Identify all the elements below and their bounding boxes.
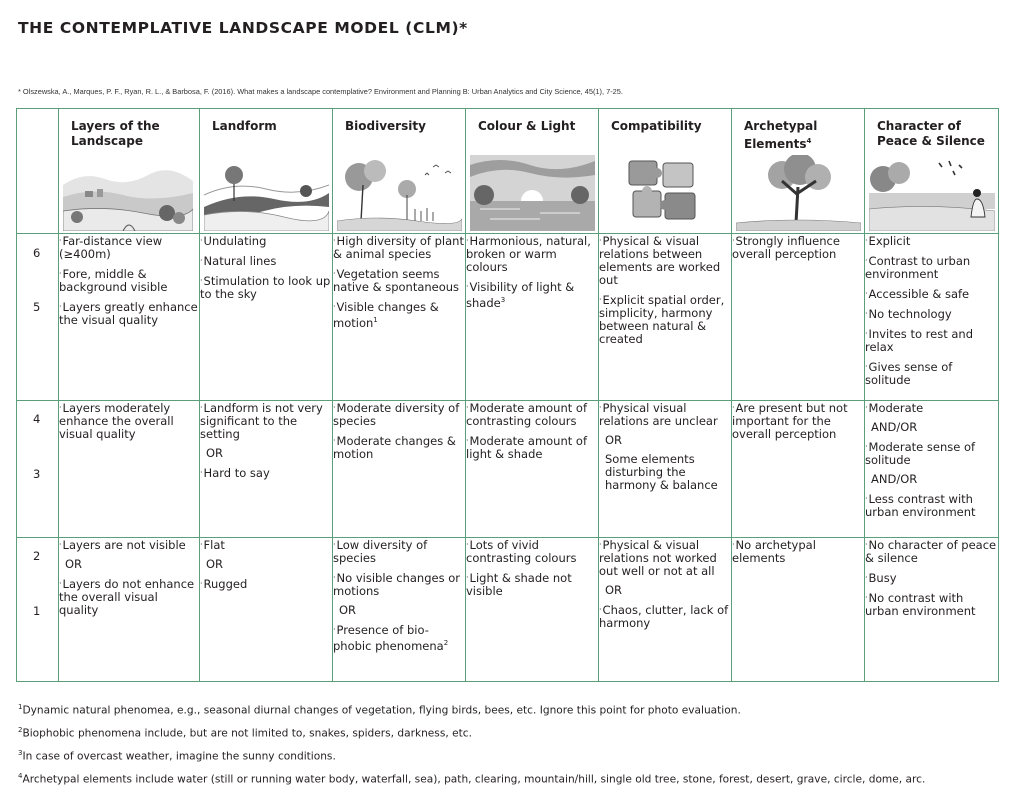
criterion: ·Moderate bbox=[865, 401, 924, 415]
cell-biodiversity-low bbox=[333, 538, 466, 682]
page-title: THE CONTEMPLATIVE LANDSCAPE MODEL (CLM)* bbox=[18, 19, 468, 37]
header-label: Biodiversity bbox=[345, 119, 426, 133]
criterion: ·Undulating bbox=[200, 234, 267, 248]
clm-table bbox=[16, 108, 999, 682]
score-cell bbox=[17, 234, 59, 401]
cell-colour-low bbox=[466, 538, 599, 682]
criterion: ·Moderate amount of light & shade bbox=[466, 434, 588, 461]
layered-landscape-illustration bbox=[63, 155, 193, 231]
cell-peace-moderate bbox=[865, 401, 999, 538]
header-landform bbox=[200, 109, 333, 234]
footnote: $^3$In case of overcast weather, imagine the sunny conditions. bbox=[18, 749, 336, 763]
criterion: ·Chaos, clutter, lack of harmony bbox=[599, 603, 729, 630]
cell-landform-moderate bbox=[200, 401, 333, 538]
connector: OR bbox=[206, 557, 224, 571]
criterion: ·Busy bbox=[865, 571, 897, 585]
header-layers bbox=[59, 109, 200, 234]
criterion: ·Hard to say bbox=[200, 466, 270, 480]
criterion: ·Moderate amount of contrasting colours bbox=[466, 401, 588, 428]
criterion: ·Invites to rest and relax bbox=[865, 327, 974, 354]
cell-colour-moderate bbox=[466, 401, 599, 538]
header-biodiversity bbox=[333, 109, 466, 234]
connector: AND/OR bbox=[871, 420, 918, 434]
criterion: ·Layers greatly enhance the visual quality bbox=[59, 300, 198, 327]
cell-archetypal-low bbox=[732, 538, 865, 682]
header-colour-light bbox=[466, 109, 599, 234]
criterion: ·Stimulation to look up to the sky bbox=[200, 274, 331, 301]
connector: OR bbox=[65, 557, 83, 571]
cell-compatibility-low bbox=[599, 538, 732, 682]
criterion: ·Physical & visual relations between elements are worked out bbox=[599, 234, 721, 287]
criterion: ·No technology bbox=[865, 307, 952, 321]
cell-biodiversity-moderate bbox=[333, 401, 466, 538]
criterion: ·Natural lines bbox=[200, 254, 277, 268]
score-cell bbox=[17, 401, 59, 538]
criterion: ·Visibility of light & shade$^3$ bbox=[466, 280, 575, 310]
footnote: $^1$Dynamic natural phenomea, e.g., seasonal diurnal changes of vegetation, flying birds, bees, etc. Ignore this point for photo evaluation. bbox=[18, 703, 741, 717]
cell-biodiversity-high bbox=[333, 234, 466, 401]
row-low bbox=[17, 538, 999, 682]
puzzle-pieces-illustration bbox=[603, 155, 728, 231]
score-label: 4 bbox=[33, 412, 41, 426]
score-label: 3 bbox=[33, 467, 41, 481]
criterion: ·Accessible & safe bbox=[865, 287, 970, 301]
criterion: ·Layers do not enhance the overall visual quality bbox=[59, 577, 195, 617]
criterion: ·Are present but not important for the overall perception bbox=[732, 401, 848, 441]
criterion: ·Strongly influence overall perception bbox=[732, 234, 840, 261]
cell-layers-low bbox=[59, 538, 200, 682]
header-label: Compatibility bbox=[611, 119, 702, 133]
criterion: ·Less contrast with urban environment bbox=[865, 492, 976, 519]
criterion: ·Physical visual relations are unclear bbox=[599, 401, 718, 428]
score-label: 6 bbox=[33, 246, 41, 260]
connector: OR bbox=[339, 603, 357, 617]
criterion: ·Rugged bbox=[200, 577, 248, 591]
criterion: ·Explicit bbox=[865, 234, 911, 248]
cell-colour-high bbox=[466, 234, 599, 401]
header-label: Character of Peace & Silence bbox=[877, 119, 985, 148]
criterion: ·Low diversity of species bbox=[333, 538, 428, 565]
criterion: ·High diversity of plant & animal species bbox=[333, 234, 464, 261]
sunset-sea-illustration bbox=[470, 155, 595, 231]
cell-peace-high bbox=[865, 234, 999, 401]
footnote: $^2$Biophobic phenomena include, but are not limited to, snakes, spiders, darkness, etc. bbox=[18, 726, 472, 740]
cell-landform-high bbox=[200, 234, 333, 401]
criterion: ·Far-distance view (≥400m) bbox=[59, 234, 163, 261]
criterion: ·No archetypal elements bbox=[732, 538, 816, 565]
old-tree-illustration bbox=[736, 155, 861, 231]
header-label: Colour & Light bbox=[478, 119, 576, 133]
criterion: ·Moderate sense of solitude bbox=[865, 440, 976, 467]
score-label: 1 bbox=[33, 604, 41, 618]
score-label: 5 bbox=[33, 300, 41, 314]
connector: OR bbox=[605, 433, 623, 447]
criterion: ·Presence of bio-phobic phenomena$^2$ bbox=[333, 623, 449, 653]
corner-cell bbox=[17, 109, 59, 234]
header-archetypal bbox=[732, 109, 865, 234]
criterion: ·No character of peace & silence bbox=[865, 538, 997, 565]
criterion: ·Harmonious, natural, broken or warm colours bbox=[466, 234, 591, 274]
connector: OR bbox=[605, 583, 623, 597]
cell-archetypal-high bbox=[732, 234, 865, 401]
criterion: ·Light & shade not visible bbox=[466, 571, 572, 598]
header-peace-silence bbox=[865, 109, 999, 234]
criterion: ·Visible changes & motion$^1$ bbox=[333, 300, 439, 330]
footnote: $^4$Archetypal elements include water (still or running water body, waterfall, sea), path, clearing, mountain/hill, single old tree, stone, forest, desert, grave, circle, dome, arc. bbox=[18, 772, 926, 786]
cell-peace-low bbox=[865, 538, 999, 682]
trees-birds-illustration bbox=[337, 155, 462, 231]
criterion: ·Landform is not very significant to the setting bbox=[200, 401, 323, 441]
cell-layers-moderate bbox=[59, 401, 200, 538]
criterion: ·No visible changes or motions bbox=[333, 571, 460, 598]
criterion: ·Vegetation seems native & spontaneous bbox=[333, 267, 460, 294]
criterion: ·Moderate diversity of species bbox=[333, 401, 460, 428]
score-label: 2 bbox=[33, 549, 41, 563]
cell-compatibility-high bbox=[599, 234, 732, 401]
criterion: ·Layers are not visible bbox=[59, 538, 186, 552]
criterion: ·Explicit spatial order, simplicity, harmony between natural & created bbox=[599, 293, 725, 346]
criterion: ·Moderate changes & motion bbox=[333, 434, 456, 461]
criterion: Some elements disturbing the harmony & balance bbox=[605, 452, 718, 492]
person-by-lake-illustration bbox=[869, 155, 995, 231]
header-label: Layers of the Landscape bbox=[71, 119, 160, 148]
score-cell bbox=[17, 538, 59, 682]
criterion: ·Fore, middle & background visible bbox=[59, 267, 168, 294]
header-label: Landform bbox=[212, 119, 277, 133]
cell-layers-high bbox=[59, 234, 200, 401]
cell-compatibility-moderate bbox=[599, 401, 732, 538]
citation: * Olszewska, A., Marques, P. F., Ryan, R. L., & Barbosa, F. (2016). What makes a landscape contemplative? Environment and Planning B: Urban Analytics and City Science, 45(1), 7-25. bbox=[18, 87, 623, 96]
row-high bbox=[17, 234, 999, 401]
criterion: ·Layers moderately enhance the overall visual quality bbox=[59, 401, 174, 441]
row-moderate bbox=[17, 401, 999, 538]
cell-landform-low bbox=[200, 538, 333, 682]
criterion: ·Contrast to urban environment bbox=[865, 254, 971, 281]
undulating-hills-illustration bbox=[204, 155, 329, 231]
criterion: ·Physical & visual relations not worked out well or not at all bbox=[599, 538, 717, 578]
footnotes bbox=[18, 698, 925, 791]
cell-archetypal-moderate bbox=[732, 401, 865, 538]
header-row bbox=[17, 109, 999, 234]
criterion: ·Flat bbox=[200, 538, 225, 552]
header-compatibility bbox=[599, 109, 732, 234]
header-label: Archetypal Elements$^4$ bbox=[744, 119, 818, 151]
criterion: ·No contrast with urban environment bbox=[865, 591, 976, 618]
connector: AND/OR bbox=[871, 472, 918, 486]
connector: OR bbox=[206, 446, 224, 460]
criterion: ·Lots of vivid contrasting colours bbox=[466, 538, 577, 565]
criterion: ·Gives sense of solitude bbox=[865, 360, 953, 387]
